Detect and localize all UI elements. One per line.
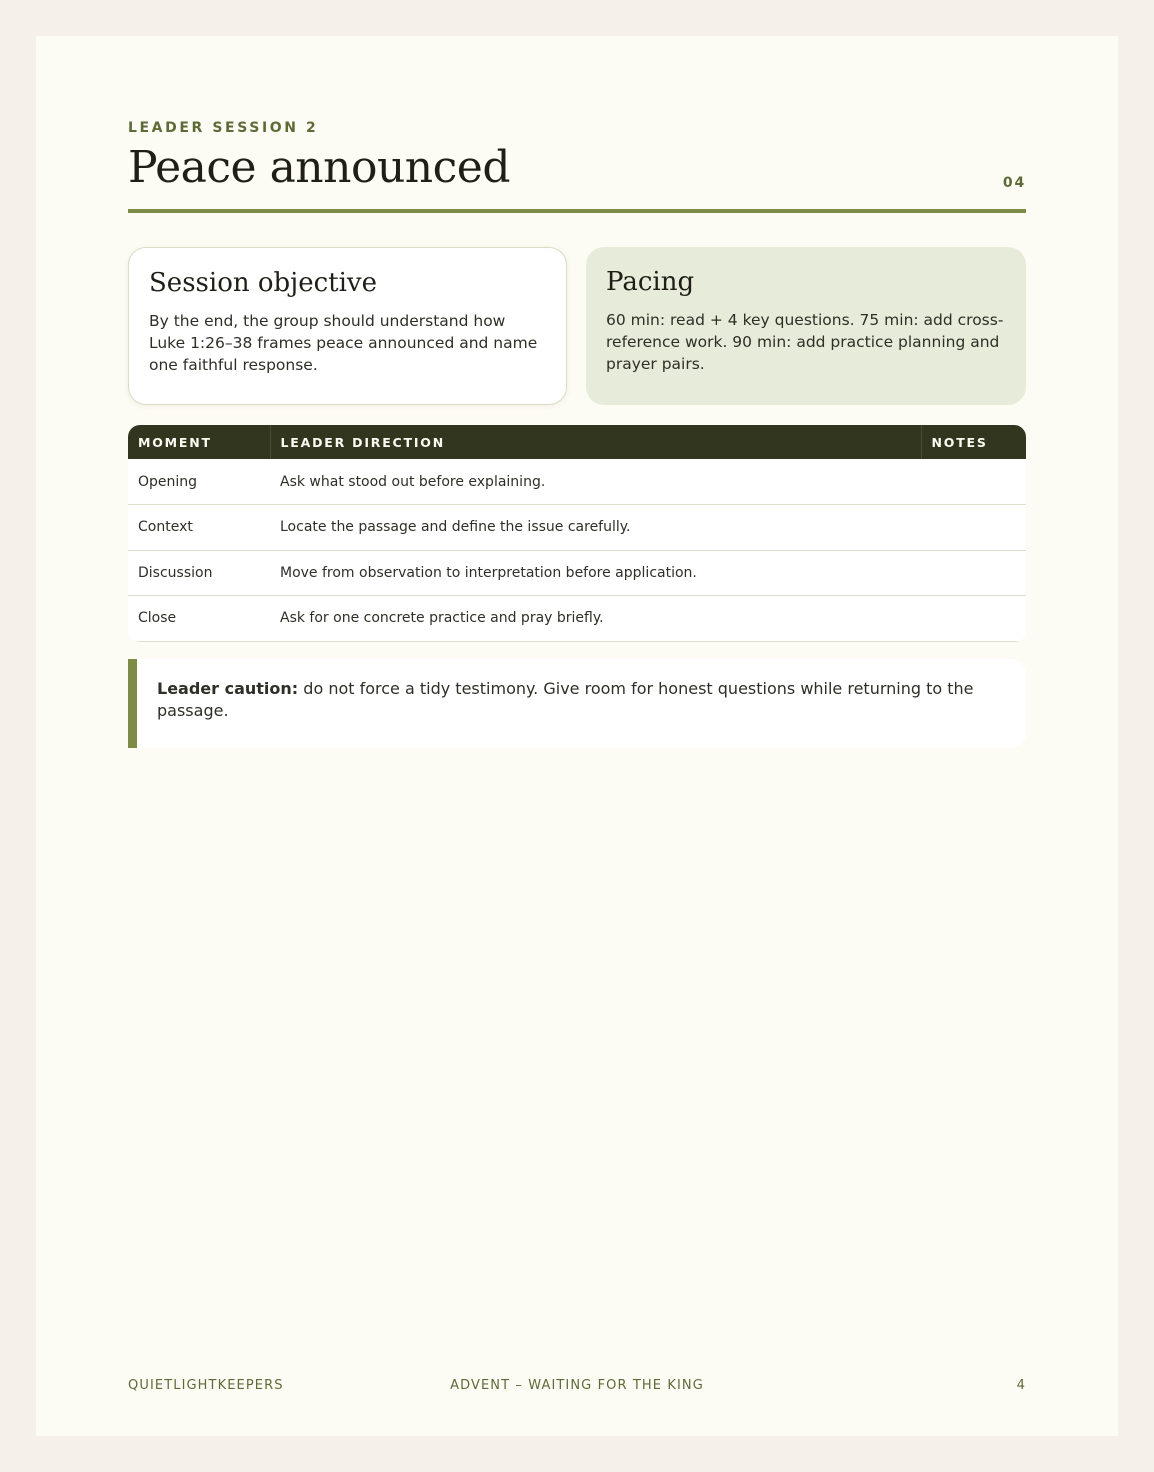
page-footer — [128, 1378, 1026, 1394]
direction-cell: Move from observation to interpretation before application. — [270, 550, 921, 596]
notes-cell — [921, 550, 1026, 596]
page-marker: 04 — [1002, 175, 1026, 191]
table-row — [128, 459, 1026, 505]
moment-cell: Opening — [128, 459, 270, 505]
column-header-notes: NOTES — [921, 425, 1026, 459]
title-rule — [128, 209, 1026, 213]
pacing-heading: Pacing — [606, 267, 695, 297]
notes-cell — [921, 459, 1026, 505]
moment-cell: Close — [128, 596, 270, 642]
page-title: Peace announced — [128, 142, 510, 193]
table-row — [128, 505, 1026, 551]
direction-cell: Locate the passage and define the issue carefully. — [270, 505, 921, 551]
table-row — [128, 596, 1026, 642]
caution-text: do not force a tidy testimony. Give room for honest questions while returning to the passage. — [157, 679, 974, 720]
pacing-card — [586, 247, 1026, 405]
page — [36, 36, 1118, 1436]
column-header-moment: MOMENT — [128, 425, 270, 459]
session-eyebrow: LEADER SESSION 2 — [128, 120, 319, 136]
direction-cell: Ask for one concrete practice and pray briefly. — [270, 596, 921, 642]
notes-cell — [921, 596, 1026, 642]
moment-cell: Context — [128, 505, 270, 551]
objective-card — [128, 247, 567, 405]
footer-series-title: ADVENT – WAITING FOR THE KING — [450, 1378, 704, 1393]
notes-cell — [921, 505, 1026, 551]
caution-label: Leader caution: — [157, 679, 299, 698]
table-header-row — [128, 425, 1026, 459]
pacing-body: 60 min: read + 4 key questions. 75 min: add cross-reference work. 90 min: add practice planning and prayer pairs. — [606, 311, 1004, 373]
column-header-direction: LEADER DIRECTION — [270, 425, 921, 459]
footer-brand: QUIETLIGHTKEEPERS — [128, 1378, 284, 1393]
table-row — [128, 550, 1026, 596]
leader-table — [128, 425, 1026, 642]
direction-cell: Ask what stood out before explaining. — [270, 459, 921, 505]
objective-body: By the end, the group should understand how Luke 1:26–38 frames peace announced and name one faithful response. — [149, 312, 538, 374]
objective-heading: Session objective — [149, 268, 378, 298]
leader-caution-callout — [128, 659, 1026, 748]
footer-page-number: 4 — [1016, 1378, 1026, 1393]
moment-cell: Discussion — [128, 550, 270, 596]
